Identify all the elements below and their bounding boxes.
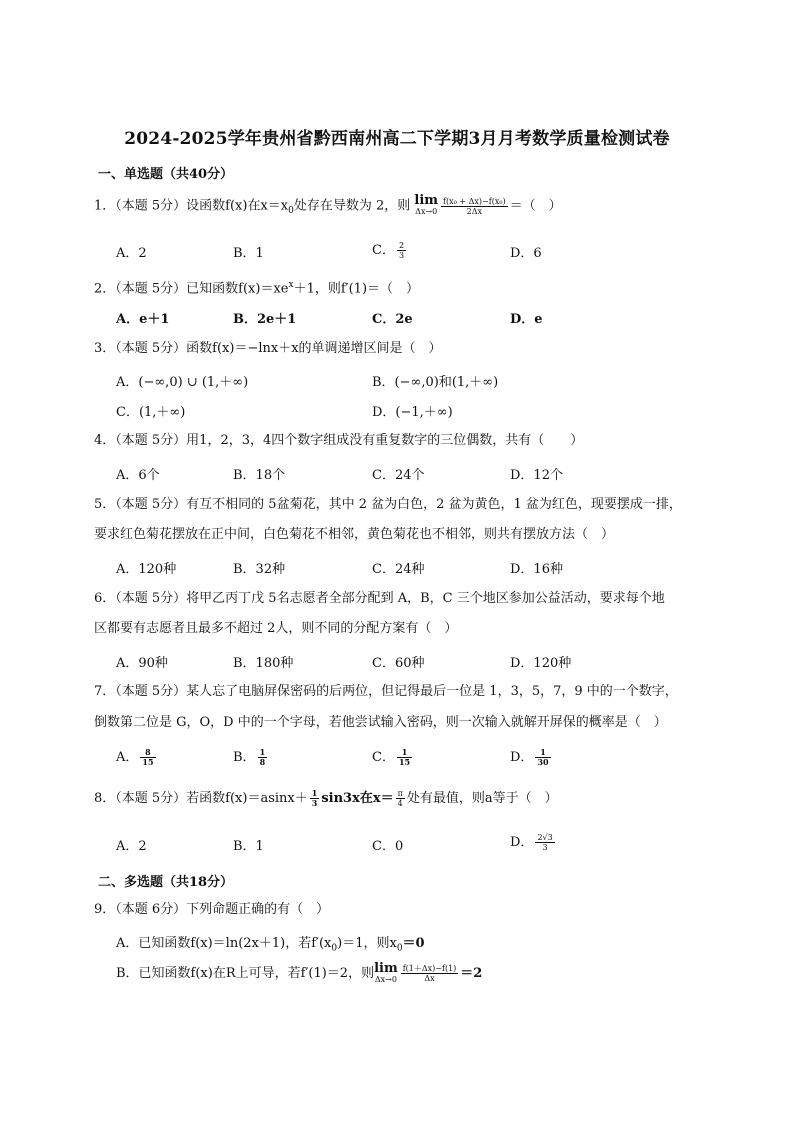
limit-subscript: Δx→0 bbox=[374, 974, 397, 984]
question-8-fraction-pi-over-4 bbox=[396, 789, 405, 808]
fraction-numerator: 1 bbox=[259, 747, 266, 757]
question-1-text: 1．（本题 5分）设函数f(x)在x＝x bbox=[94, 198, 289, 214]
q5-option-a: A．120种 bbox=[116, 562, 177, 577]
section-heading-multiple-choice: 二、多选题（共18分） bbox=[98, 875, 234, 890]
section-heading-single-choice: 一、单选题（共40分） bbox=[98, 167, 234, 182]
question-9: 9．（本题 6分）下列命题正确的有（ ） bbox=[94, 902, 330, 917]
fraction-denominator: 3 bbox=[542, 843, 548, 852]
q3-option-b: B．(−∞,0)和(1,＋∞) bbox=[372, 375, 499, 390]
question-1-answer-blank: ＝（ ） bbox=[509, 198, 562, 214]
q6-option-a: A．90种 bbox=[116, 656, 168, 671]
q4-option-b: B．18个 bbox=[233, 468, 286, 483]
question-8-fraction-one-third bbox=[310, 789, 320, 808]
q4-option-c: C．24个 bbox=[372, 468, 425, 483]
q4-option-d: D．12个 bbox=[510, 468, 563, 483]
question-8-text-end: 处有最值，则a等于（ ） bbox=[406, 791, 558, 806]
limit-subscript: Δx→0 bbox=[415, 207, 438, 216]
q3-option-a: A．(−∞,0) ∪ (1,＋∞) bbox=[116, 375, 249, 390]
fraction-numerator: 8 bbox=[140, 748, 155, 758]
limit-fraction bbox=[401, 964, 459, 983]
fraction-numerator: 1 bbox=[311, 788, 318, 798]
q7-option-b-label: B． bbox=[233, 750, 256, 765]
q8-option-d bbox=[510, 831, 557, 852]
question-2-text: 2．（本题 5分）已知函数f(x)＝xe bbox=[94, 281, 289, 297]
q9-option-a-text: A．已知函数f(x)＝ln(2x＋1)，若f′(x bbox=[116, 936, 332, 951]
limit-fraction bbox=[441, 197, 508, 216]
q1-option-a: A．2 bbox=[116, 246, 147, 261]
page-title: 2024-2025学年贵州省黔西南州高二下学期3月月考数学质量检测试卷 bbox=[124, 129, 670, 149]
question-6-line-2: 区都要有志愿者且最多不超过 2人，则不同的分配方案有（ ） bbox=[94, 621, 458, 636]
fraction-denominator: 8 bbox=[259, 757, 266, 767]
q3-option-d: D．(−1,＋∞) bbox=[372, 405, 453, 420]
fraction-denominator: 15 bbox=[142, 757, 154, 767]
q1-option-c bbox=[372, 239, 408, 260]
q1-option-c-fraction bbox=[397, 241, 406, 260]
question-5-line-1: 5．（本题 5分）有互不相同的 5盆菊花，其中 2 盆为白色，2 盆为黄色，1 盆为红色，现要摆成一排， bbox=[94, 497, 682, 512]
q9-option-a-text-end: ＝0 bbox=[402, 936, 425, 951]
question-5-line-2: 要求红色菊花摆放在正中间，白色菊花不相邻，黄色菊花也不相邻，则共有摆放方法（ ） bbox=[94, 527, 615, 542]
q7-option-a-label: A． bbox=[116, 750, 139, 765]
fraction-numerator: π bbox=[397, 789, 403, 798]
q2-option-a: A．e＋1 bbox=[116, 312, 170, 327]
q9-option-a-subscript: 0 bbox=[331, 943, 338, 954]
question-6-line-1: 6．（本题 5分）将甲乙丙丁戊 5名志愿者全部分配到 A，B，C 三个地区参加公益活动，要求每个地 bbox=[94, 591, 665, 606]
question-1-subscript: 0 bbox=[288, 206, 294, 217]
q1-option-b: B．1 bbox=[233, 246, 264, 261]
fraction-numerator: f(x₀ + Δx)−f(x₀) bbox=[443, 196, 506, 206]
q1-option-d: D．6 bbox=[510, 246, 542, 261]
q2-option-b: B．2e＋1 bbox=[233, 312, 297, 327]
q5-option-c: C．24种 bbox=[372, 562, 425, 577]
fraction-denominator: 2Δx bbox=[466, 206, 483, 216]
limit-expression bbox=[414, 195, 438, 217]
q7-option-b bbox=[233, 746, 269, 767]
fraction-denominator: 3 bbox=[398, 251, 405, 260]
fraction-denominator: 30 bbox=[537, 757, 549, 767]
q8-option-b: B．1 bbox=[233, 839, 264, 854]
q9-option-b-text-end: ＝2 bbox=[460, 966, 483, 981]
fraction-numerator: f(1＋Δx)−f(1) bbox=[402, 964, 457, 973]
question-2 bbox=[94, 276, 419, 298]
fraction-denominator: Δx bbox=[424, 974, 435, 983]
q9-option-a-subscript-2: 0 bbox=[396, 943, 403, 954]
q8-option-a: A．2 bbox=[116, 839, 147, 854]
q9-option-b bbox=[116, 962, 482, 985]
question-1 bbox=[94, 195, 562, 220]
q8-option-d-fraction bbox=[535, 833, 554, 852]
limit-label: lim bbox=[414, 193, 439, 208]
limit-label: lim bbox=[374, 960, 398, 976]
question-4: 4．（本题 5分）用1，2，3，4四个数字组成没有重复数字的三位偶数，共有（ ） bbox=[94, 433, 584, 448]
q7-option-d-label: D． bbox=[510, 750, 534, 765]
question-2-text-end: ＋1，则f′(1)＝（ ） bbox=[293, 281, 420, 297]
fraction-numerator: 1 bbox=[397, 748, 412, 758]
q4-option-a: A．6个 bbox=[116, 468, 160, 483]
q9-option-a bbox=[116, 932, 425, 954]
q9-option-a-text-mid: )＝1，则x bbox=[337, 936, 397, 951]
q8-option-d-label: D． bbox=[510, 835, 534, 850]
question-7-line-2: 倒数第二位是 G，O，D 中的一个字母，若他尝试输入密码，则一次输入就解开屏保的概率是（ ） bbox=[94, 715, 667, 730]
question-7-line-1: 7．（本题 5分）某人忘了电脑屏保密码的后两位，但记得最后一位是 1，3，5，7，9 中的一个数字， bbox=[94, 684, 678, 699]
q8-option-c: C．0 bbox=[372, 839, 404, 854]
q7-option-c bbox=[372, 746, 414, 767]
q7-option-b-fraction bbox=[258, 748, 268, 767]
q6-option-d: D．120种 bbox=[510, 656, 572, 671]
question-8-text: 8．（本题 5分）若函数f(x)＝asinx＋ bbox=[94, 791, 308, 806]
question-1-text-mid: 处存在导数为 2，则 bbox=[293, 198, 411, 214]
question-8 bbox=[94, 789, 558, 808]
q2-option-d: D．e bbox=[510, 312, 543, 327]
q9-option-b-text: B．已知函数f(x)在R上可导，若f′(1)＝2，则 bbox=[116, 966, 375, 981]
fraction-numerator: 2√3 bbox=[537, 833, 553, 842]
q6-option-b: B．180种 bbox=[233, 656, 294, 671]
fraction-numerator: 2 bbox=[398, 241, 405, 250]
q5-option-b: B．32种 bbox=[233, 562, 286, 577]
limit-expression bbox=[374, 960, 398, 985]
q5-option-d: D．16种 bbox=[510, 562, 563, 577]
q7-option-d-fraction bbox=[535, 748, 550, 767]
question-2-superscript: x bbox=[288, 280, 294, 290]
fraction-numerator: 1 bbox=[535, 748, 550, 758]
q6-option-c: C．60种 bbox=[372, 656, 425, 671]
question-3: 3．（本题 5分）函数f(x)＝−lnx＋x的单调递增区间是（ ） bbox=[94, 341, 442, 356]
q2-option-c: C．2e bbox=[372, 312, 413, 327]
fraction-denominator: 15 bbox=[398, 757, 411, 767]
q1-option-c-label: C． bbox=[372, 243, 395, 258]
fraction-denominator: 3 bbox=[311, 798, 318, 808]
q7-option-a-fraction bbox=[140, 748, 155, 767]
q7-option-c-label: C． bbox=[372, 750, 395, 765]
q7-option-a bbox=[116, 746, 158, 767]
q7-option-c-fraction bbox=[397, 748, 412, 767]
fraction-denominator: 4 bbox=[397, 799, 403, 808]
q3-option-c: C．(1,＋∞) bbox=[116, 405, 186, 420]
question-8-text-mid: sin3x在x＝ bbox=[321, 791, 394, 806]
q7-option-d bbox=[510, 746, 553, 767]
